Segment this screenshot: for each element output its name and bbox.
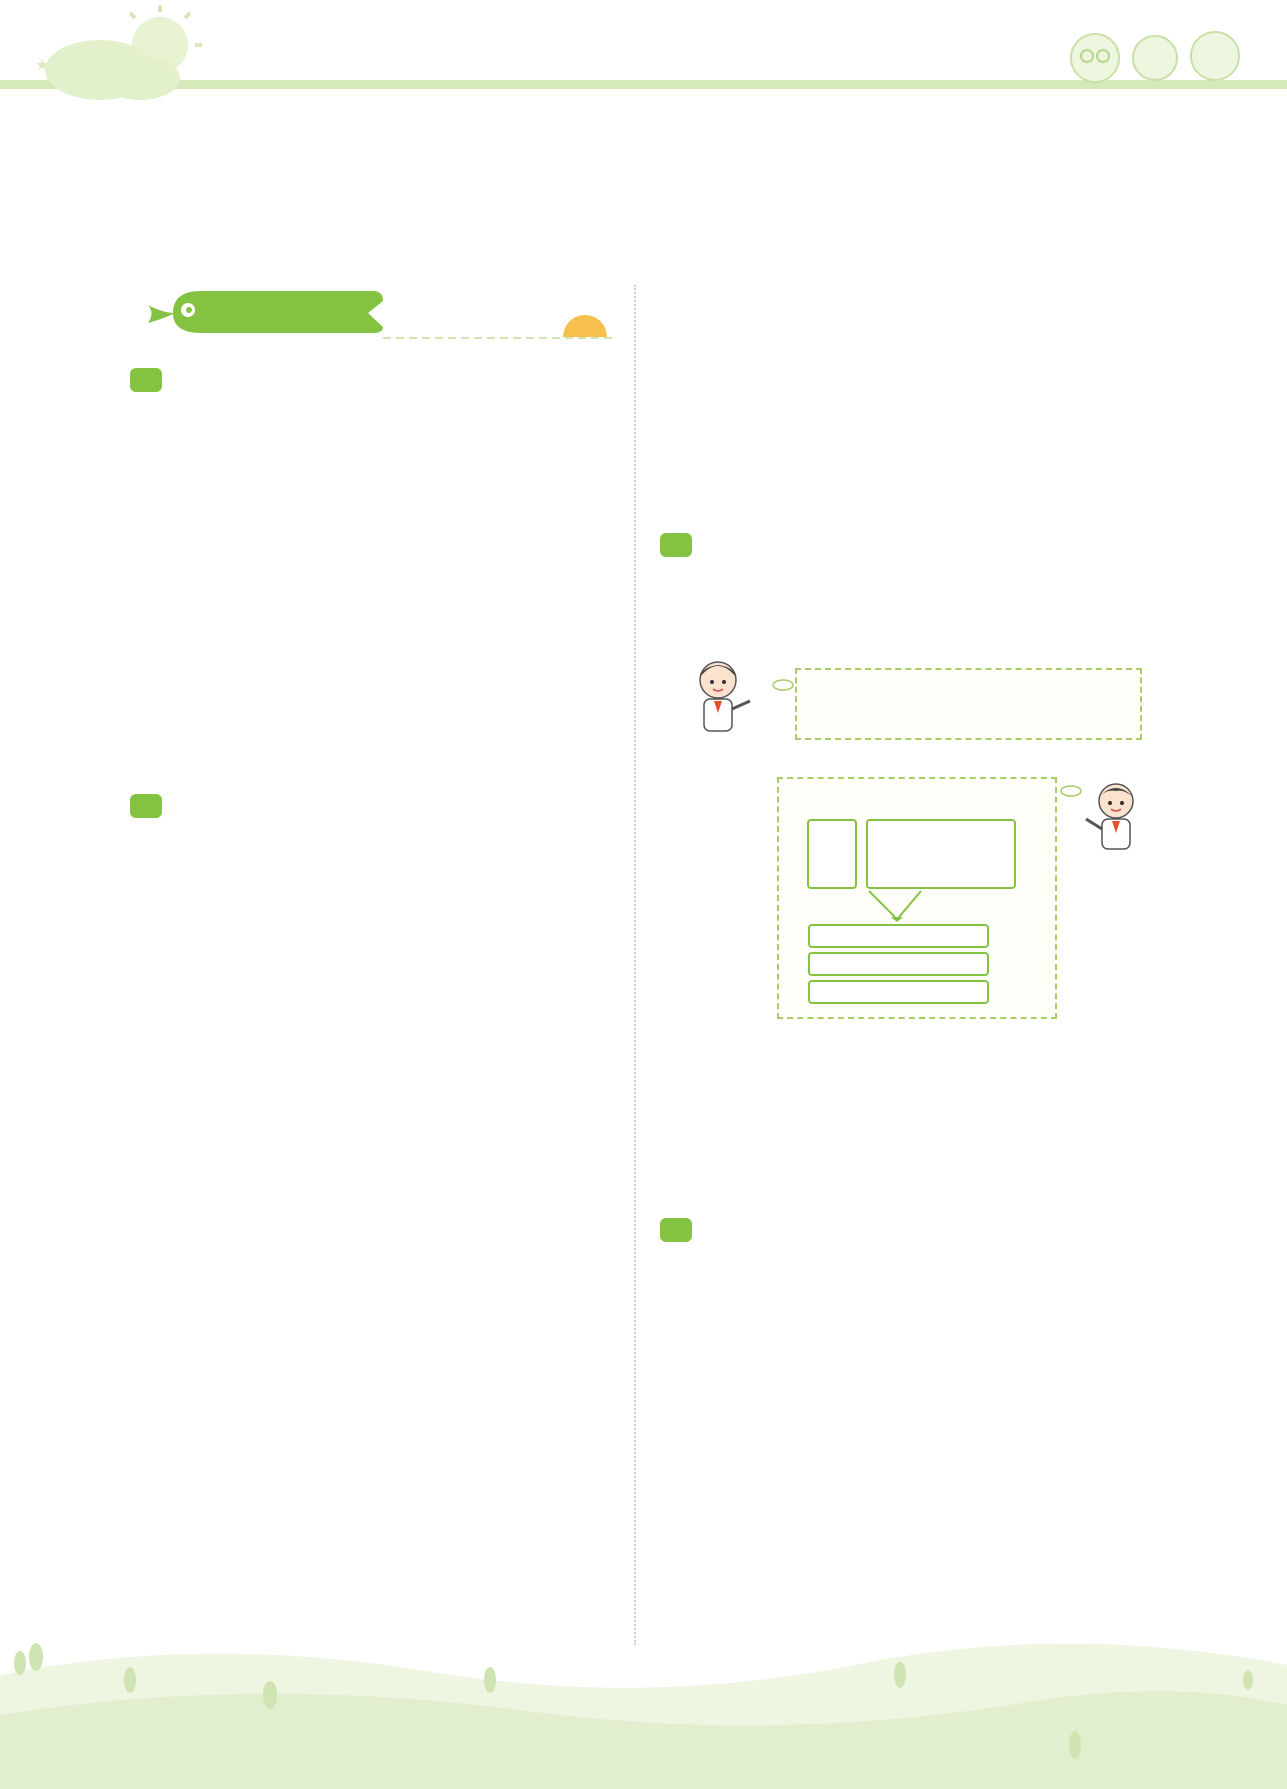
section-2-number (130, 794, 162, 818)
dots-group-2x3 (807, 819, 857, 889)
girl-character-icon (688, 655, 768, 740)
merge-arrows-icon (859, 889, 939, 923)
dots-group-8x3 (866, 819, 1016, 889)
section-banner-graphic (133, 283, 618, 341)
bubble-tail (770, 678, 796, 692)
combined-row-3 (808, 980, 989, 1004)
boy-character-icon (1080, 777, 1150, 857)
girl-speech-bubble (795, 668, 1142, 740)
svg-text:★: ★ (35, 55, 50, 74)
section-1-header (130, 368, 168, 398)
landscape-footer-decoration (0, 1615, 1287, 1789)
question-1-2 (143, 623, 153, 648)
section-4-number (660, 1218, 692, 1242)
section-4-header (660, 1218, 698, 1248)
section-3-number (660, 533, 692, 557)
column-divider (634, 285, 636, 1645)
section-2-header (130, 794, 168, 824)
animals-decoration (1055, 20, 1255, 85)
section-1-number (130, 368, 162, 392)
boy-drawing-panel (777, 777, 1057, 1019)
cloud-sun-decoration (10, 0, 210, 110)
combined-row-2 (808, 952, 989, 976)
question-1-1 (143, 411, 153, 436)
question-4-1 (672, 1262, 682, 1287)
combined-row-1 (808, 924, 989, 948)
section-3-header (660, 533, 700, 563)
